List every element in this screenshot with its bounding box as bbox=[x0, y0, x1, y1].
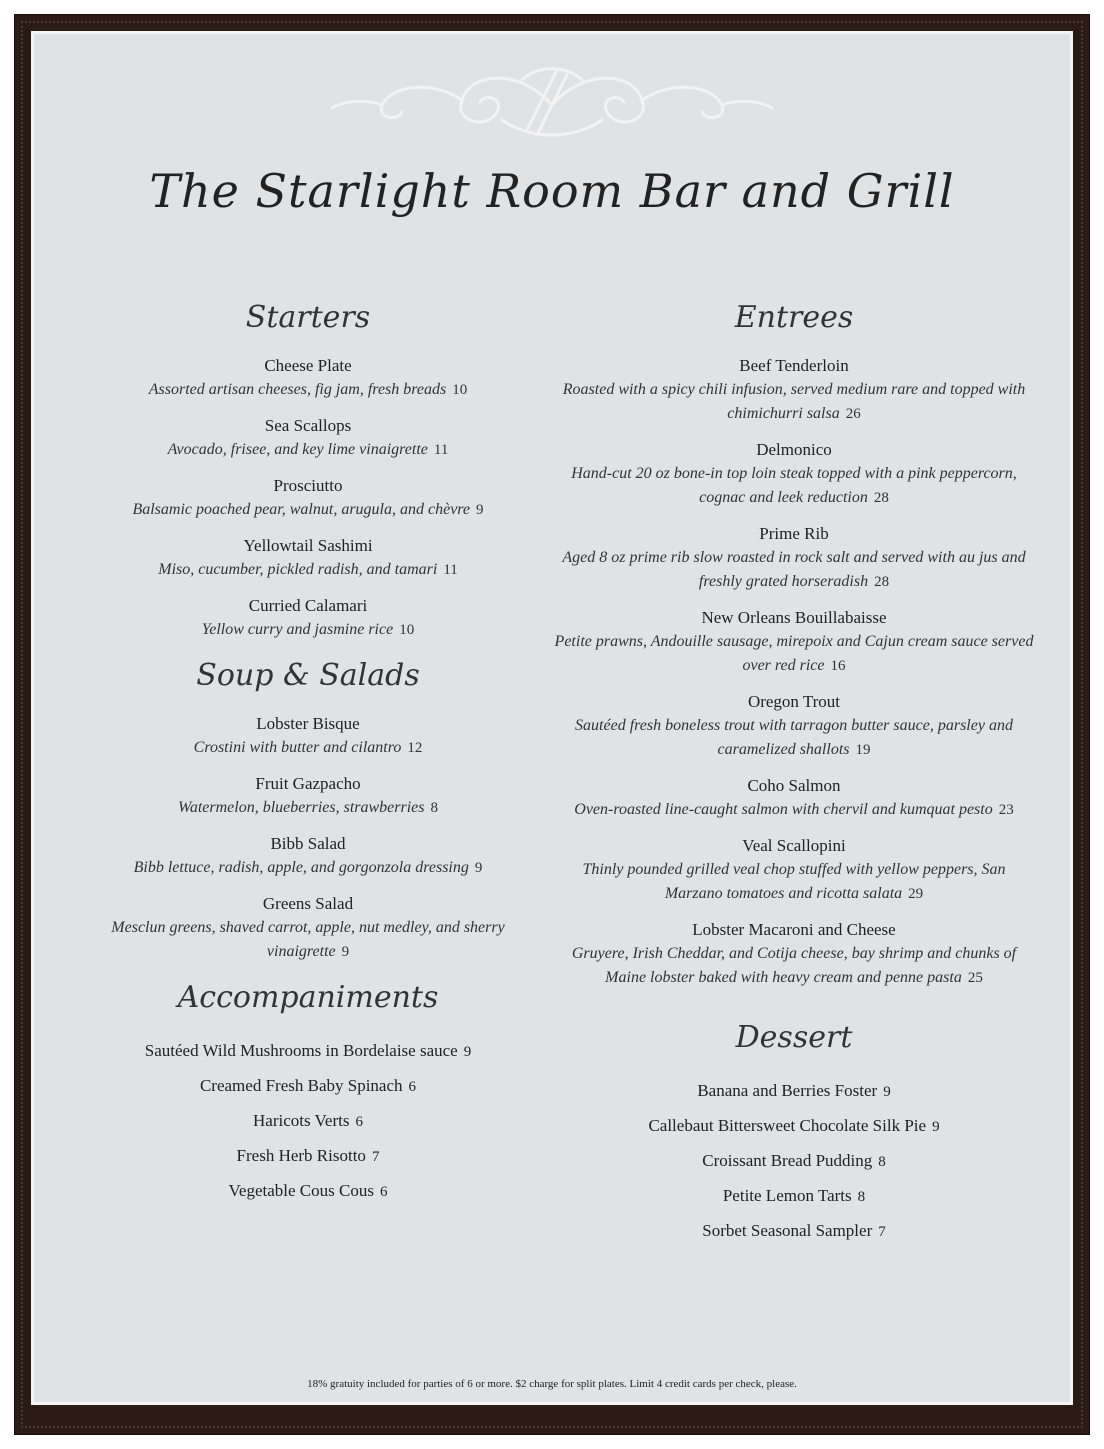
item-name: Lobster Macaroni and Cheese bbox=[692, 920, 896, 939]
item-price: 9 bbox=[474, 860, 483, 876]
item-price: 19 bbox=[855, 742, 871, 758]
item-name: Beef Tenderloin bbox=[739, 356, 849, 375]
item-description: Avocado, frisee, and key lime vinaigrette 11 bbox=[167, 441, 449, 458]
menu-item bbox=[88, 594, 528, 642]
menu-item bbox=[554, 690, 1034, 762]
menu-item bbox=[554, 354, 1034, 426]
item-price: 9 bbox=[932, 1119, 940, 1135]
item-price: 8 bbox=[430, 800, 438, 816]
menu-item bbox=[554, 834, 1034, 906]
menu-item bbox=[88, 712, 528, 760]
item-name: Yellowtail Sashimi bbox=[243, 536, 373, 555]
item-price: 6 bbox=[379, 1184, 388, 1200]
item-name: Delmonico bbox=[756, 440, 832, 459]
item-price: 12 bbox=[407, 740, 423, 756]
item-name: New Orleans Bouillabaisse bbox=[701, 608, 887, 627]
item-price: 9 bbox=[476, 502, 484, 518]
item-name: Prosciutto bbox=[273, 476, 343, 495]
item-price: 6 bbox=[408, 1079, 417, 1095]
menu-item bbox=[88, 772, 528, 820]
menu-item bbox=[88, 474, 528, 522]
item-price: 7 bbox=[371, 1149, 380, 1165]
footnote: 18% gratuity included for parties of 6 or more. $2 charge for split plates. Limit 4 credit cards per check, please. bbox=[307, 1378, 797, 1390]
item-name: Lobster Bisque bbox=[256, 714, 360, 733]
item-price: 29 bbox=[908, 886, 924, 902]
menu-item bbox=[554, 438, 1034, 510]
menu-item bbox=[88, 534, 528, 582]
item-name: Fruit Gazpacho bbox=[255, 774, 361, 793]
menu-item bbox=[554, 606, 1034, 678]
item-description: Roasted with a spicy chili infusion, served medium rare and topped with chimichurri salsa 26 bbox=[562, 381, 1026, 422]
menu-item: Sorbet Seasonal Sampler 7 bbox=[702, 1221, 886, 1240]
menu-item: Fresh Herb Risotto 7 bbox=[236, 1146, 380, 1165]
menu-item: Callebaut Bittersweet Chocolate Silk Pie 9 bbox=[648, 1116, 940, 1135]
item-description: Gruyere, Irish Cheddar, and Cotija cheese, bay shrimp and chunks of Maine lobster baked with heavy cream and penne pasta 25 bbox=[571, 945, 1017, 986]
menu-item bbox=[554, 774, 1034, 822]
menu-item: Petite Lemon Tarts 8 bbox=[722, 1186, 866, 1205]
item-name: Curried Calamari bbox=[248, 596, 368, 615]
item-price: 28 bbox=[873, 490, 889, 506]
item-description: Balsamic poached pear, walnut, arugula, and chèvre 9 bbox=[132, 501, 484, 518]
item-description: Yellow curry and jasmine rice 10 bbox=[201, 621, 415, 638]
item-price: 8 bbox=[878, 1154, 886, 1170]
menu-item bbox=[88, 892, 528, 964]
item-description: Mesclun greens, shaved carrot, apple, nut medley, and sherry vinaigrette 9 bbox=[111, 919, 505, 960]
item-price: 9 bbox=[463, 1044, 472, 1060]
item-description: Watermelon, blueberries, strawberries 8 bbox=[177, 799, 438, 816]
section-heading-starters: Starters bbox=[245, 300, 371, 335]
section-heading-accompaniments: Accompaniments bbox=[177, 980, 439, 1015]
menu-item bbox=[88, 354, 528, 402]
item-name: Veal Scallopini bbox=[742, 836, 846, 855]
item-description: Oven-roasted line-caught salmon with chervil and kumquat pesto 23 bbox=[574, 801, 1014, 818]
menu-item: Creamed Fresh Baby Spinach 6 bbox=[199, 1076, 417, 1095]
item-price: 23 bbox=[998, 802, 1014, 818]
item-price: 25 bbox=[967, 970, 983, 986]
menu-item bbox=[554, 918, 1034, 990]
item-description: Bibb lettuce, radish, apple, and gorgonzola dressing 9 bbox=[133, 859, 483, 876]
item-price: 16 bbox=[830, 658, 846, 674]
item-price: 6 bbox=[355, 1114, 363, 1130]
item-price: 26 bbox=[845, 406, 861, 422]
item-price: 9 bbox=[341, 944, 350, 960]
item-price: 9 bbox=[883, 1084, 891, 1100]
restaurant-title: The Starlight Room Bar and Grill bbox=[149, 164, 955, 218]
item-name: Greens Salad bbox=[262, 894, 354, 913]
menu-item bbox=[88, 832, 528, 880]
item-price: 10 bbox=[399, 622, 415, 638]
item-price: 28 bbox=[874, 574, 890, 590]
menu-paper bbox=[31, 31, 1073, 1405]
item-description: Petite prawns, Andouille sausage, mirepoix and Cajun cream sauce served over red rice 16 bbox=[554, 633, 1034, 674]
item-name: Oregon Trout bbox=[747, 692, 841, 711]
item-description: Thinly pounded grilled veal chop stuffed with yellow peppers, San Marzano tomatoes and ricotta salata 29 bbox=[582, 861, 1006, 902]
menu-item: Croissant Bread Pudding 8 bbox=[702, 1151, 886, 1170]
menu-item: Sautéed Wild Mushrooms in Bordelaise sauce 9 bbox=[144, 1041, 472, 1060]
menu-item: Vegetable Cous Cous 6 bbox=[228, 1181, 388, 1200]
item-description: Hand-cut 20 oz bone-in top loin steak topped with a pink peppercorn, cognac and leek reduction 28 bbox=[571, 465, 1017, 506]
right-column bbox=[554, 296, 1034, 1249]
flourish-ornament bbox=[34, 60, 1070, 155]
item-name: Prime Rib bbox=[759, 524, 829, 543]
item-price: 11 bbox=[443, 562, 458, 578]
section-heading-dessert: Dessert bbox=[735, 1020, 853, 1055]
left-column bbox=[88, 296, 528, 1209]
item-name: Bibb Salad bbox=[270, 834, 346, 853]
menu-item bbox=[554, 522, 1034, 594]
section-heading-soup-salads: Soup & Salads bbox=[196, 658, 420, 693]
item-description: Sautéed fresh boneless trout with tarragon butter sauce, parsley and caramelized shallots 19 bbox=[575, 717, 1013, 758]
menu-item: Haricots Verts 6 bbox=[253, 1111, 363, 1130]
item-name: Coho Salmon bbox=[747, 776, 841, 795]
item-description: Assorted artisan cheeses, fig jam, fresh breads 10 bbox=[148, 381, 468, 398]
item-description: Aged 8 oz prime rib slow roasted in rock salt and served with au jus and freshly grated horseradish 28 bbox=[562, 549, 1026, 590]
item-description: Crostini with butter and cilantro 12 bbox=[193, 739, 423, 756]
item-price: 7 bbox=[878, 1224, 886, 1240]
menu-item: Banana and Berries Foster 9 bbox=[697, 1081, 891, 1100]
section-heading-entrees: Entrees bbox=[734, 300, 854, 335]
menu-item bbox=[88, 414, 528, 462]
item-price: 11 bbox=[433, 442, 449, 458]
item-name: Sea Scallops bbox=[264, 416, 352, 435]
item-price: 10 bbox=[452, 382, 468, 398]
item-price: 8 bbox=[857, 1189, 866, 1205]
item-name: Cheese Plate bbox=[264, 356, 352, 375]
item-description: Miso, cucumber, pickled radish, and tamari 11 bbox=[158, 561, 458, 578]
